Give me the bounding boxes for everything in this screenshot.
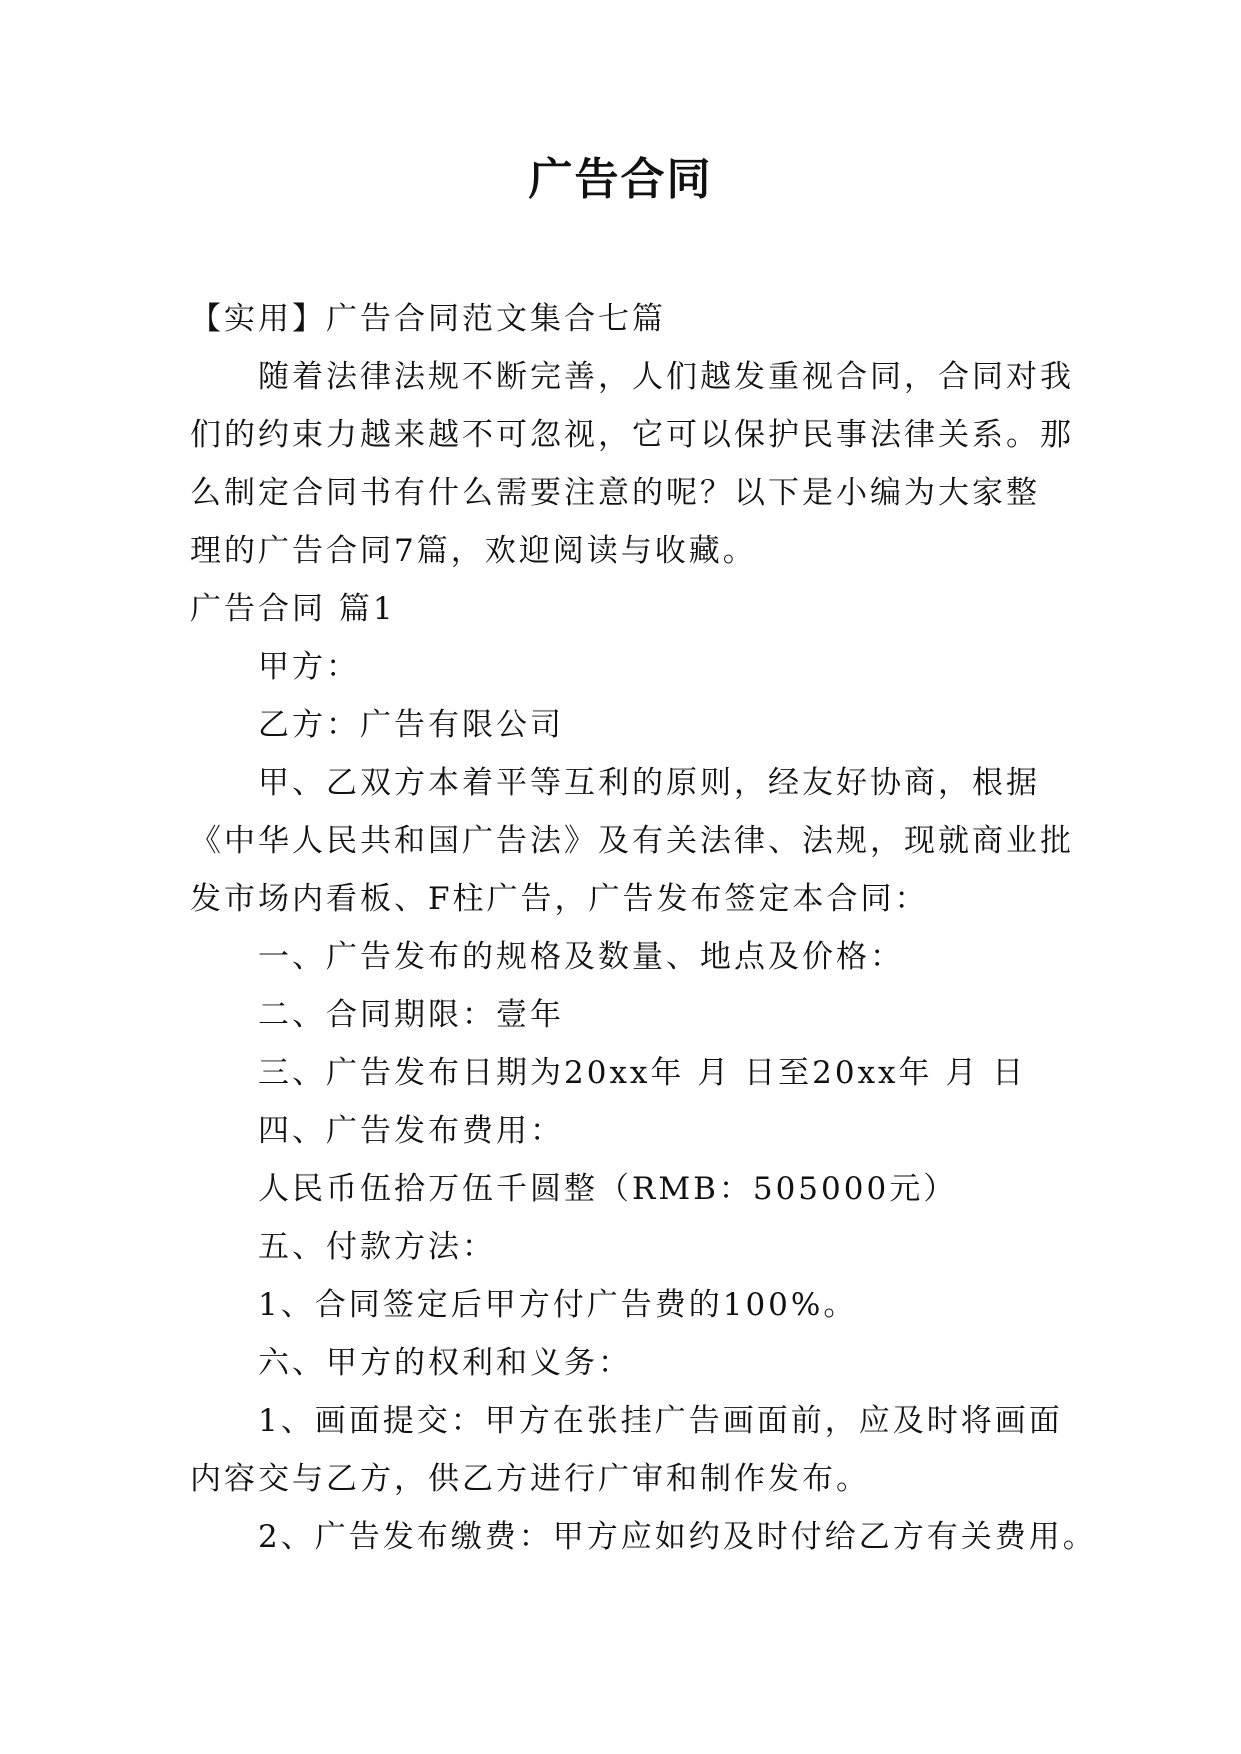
intro-line: 理的广告合同7篇，欢迎阅读与收藏。 [190, 533, 757, 569]
intro-line: 么制定合同书有什么需要注意的呢？以下是小编为大家整 [190, 475, 1040, 511]
right-item-1-line: 内容交与乙方，供乙方进行广审和制作发布。 [190, 1461, 870, 1497]
right-item-1-line: 1、画面提交：甲方在张挂广告画面前，应及时将画面 [258, 1403, 1063, 1439]
clause-1: 一、广告发布的规格及数量、地点及价格： [258, 939, 904, 975]
party-a: 甲方： [258, 649, 360, 685]
document-body [190, 290, 1097, 1566]
right-item-2: 2、广告发布缴费：甲方应如约及时付给乙方有关费用。 [258, 1519, 1097, 1555]
section-heading: 广告合同 篇1 [190, 591, 396, 627]
fee-amount: 人民币伍拾万伍千圆整（RMB：505000元） [258, 1171, 958, 1207]
clause-4: 四、广告发布费用： [258, 1113, 564, 1149]
party-b: 乙方：广告有限公司 [258, 707, 564, 743]
clause-5: 五、付款方法： [258, 1229, 496, 1265]
intro-line: 们的约束力越来越不可忽视，它可以保护民事法律关系。那 [190, 417, 1074, 453]
clause-2: 二、合同期限：壹年 [258, 997, 564, 1033]
intro-line: 随着法律法规不断完善，人们越发重视合同，合同对我 [258, 359, 1074, 395]
preamble-line: 甲、乙双方本着平等互利的原则，经友好协商，根据 [258, 765, 1040, 801]
preamble-line: 《中华人民共和国广告法》及有关法律、法规，现就商业批 [190, 823, 1074, 859]
preamble-line: 发市场内看板、F柱广告，广告发布签定本合同： [190, 881, 929, 917]
payment-item-1: 1、合同签定后甲方付广告费的100%。 [258, 1287, 858, 1323]
document-title: 广告合同 [528, 154, 713, 205]
subtitle: 【实用】广告合同范文集合七篇 [190, 301, 666, 337]
clause-6: 六、甲方的权利和义务： [258, 1345, 632, 1381]
clause-3: 三、广告发布日期为20xx年 月 日至20xx年 月 日 [258, 1055, 1027, 1091]
